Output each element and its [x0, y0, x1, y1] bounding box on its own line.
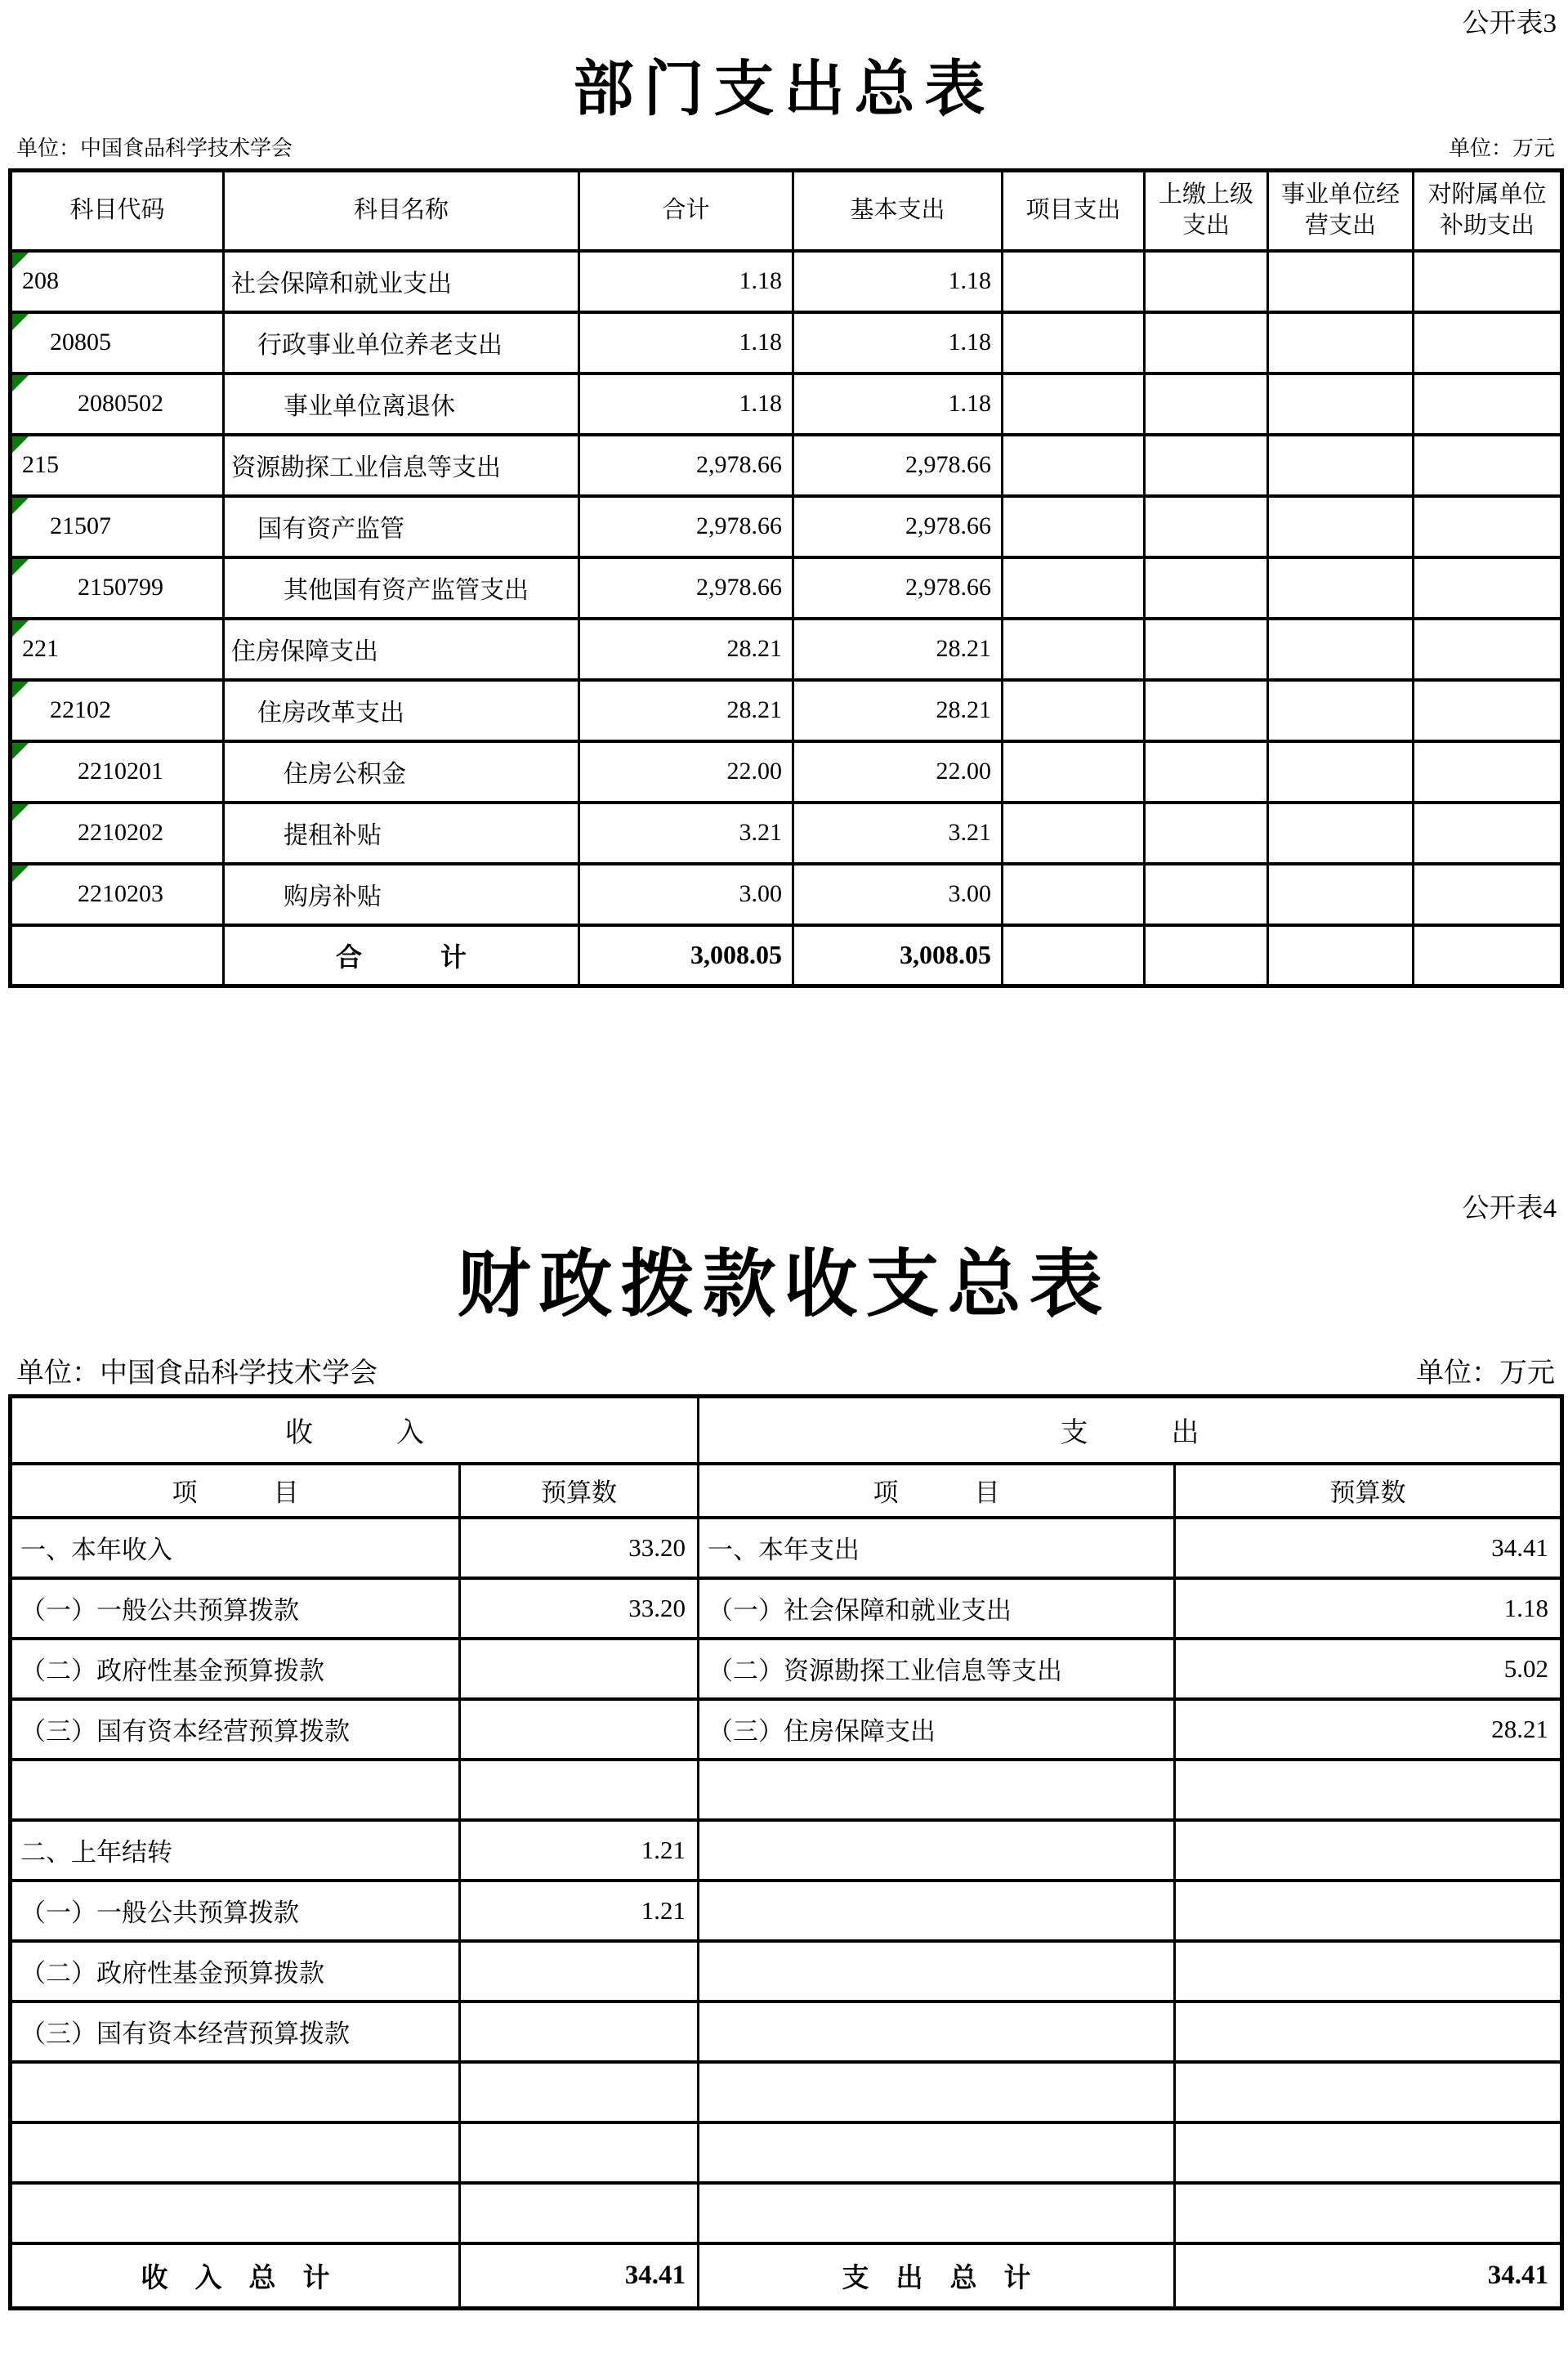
- table-row: [11, 251, 1562, 312]
- subject-code-cell: [11, 496, 224, 557]
- table-row: [11, 2122, 1562, 2183]
- expense-budget-cell: [1175, 2122, 1562, 2183]
- income-total-label: 收 入 总 计: [11, 2243, 460, 2309]
- upper-level-cell: [1145, 251, 1268, 312]
- table-row: [11, 1820, 1562, 1881]
- subject-code: 221: [22, 635, 59, 662]
- subject-code: 2210201: [78, 758, 163, 785]
- upper-level-cell: [1145, 925, 1268, 986]
- subject-code-cell: [11, 864, 224, 925]
- column-header-subject-code: 科目代码: [11, 171, 224, 251]
- subsidy-cell: [1414, 741, 1562, 803]
- subject-code-cell: [11, 435, 224, 496]
- income-item-cell: （三）国有资本经营预算拨款: [11, 2001, 460, 2062]
- subject-code: 21507: [50, 512, 111, 539]
- subject-code-cell: [11, 925, 224, 986]
- income-budget-cell: 1.21: [460, 1881, 699, 1941]
- income-item-cell: 二、上年结转: [11, 1820, 460, 1881]
- table-row: [11, 435, 1562, 496]
- subject-code-cell: [11, 680, 224, 741]
- table-row: [11, 1941, 1562, 2001]
- income-budget-cell: [460, 2122, 699, 2183]
- subject-code: 2080502: [78, 390, 163, 417]
- subsidy-cell: [1414, 803, 1562, 864]
- expense-total-value: 34.41: [1175, 2243, 1562, 2309]
- expense-budget-header: 预算数: [1175, 1464, 1562, 1518]
- subject-code-cell: [11, 619, 224, 680]
- project-expense-cell: [1003, 251, 1145, 312]
- income-budget-header: 预算数: [460, 1464, 699, 1518]
- subject-code: 20805: [50, 329, 111, 356]
- column-header-total: 合计: [579, 171, 793, 251]
- expense-item-cell: （二）资源勘探工业信息等支出: [699, 1639, 1175, 1699]
- subsidy-cell: [1414, 496, 1562, 557]
- upper-level-cell: [1145, 741, 1268, 803]
- table-row: [11, 2062, 1562, 2122]
- subject-name-cell: 购房补贴: [224, 864, 579, 925]
- project-expense-cell: [1003, 435, 1145, 496]
- expense-budget-cell: 1.18: [1175, 1578, 1562, 1639]
- subject-name-cell: 社会保障和就业支出: [224, 251, 579, 312]
- income-total-value: 34.41: [460, 2243, 699, 2309]
- expense-item-cell: [699, 2062, 1175, 2122]
- expense-budget-cell: [1175, 1820, 1562, 1881]
- expense-item-cell: [699, 1941, 1175, 2001]
- column-header-operation-expense: 事业单位经营支出: [1268, 171, 1414, 251]
- column-header-upper-level: 上缴上级支出: [1145, 171, 1268, 251]
- org-unit-label: 单位：中国食品科学技术学会: [16, 1358, 377, 1389]
- table-row: [11, 312, 1562, 373]
- expense-budget-cell: 34.41: [1175, 1518, 1562, 1578]
- expense-budget-cell: [1175, 2062, 1562, 2122]
- income-item-cell: （一）一般公共预算拨款: [11, 1881, 460, 1941]
- table-row: [11, 619, 1562, 680]
- basic-expense-cell: 22.00: [793, 741, 1003, 803]
- subsidy-cell: [1414, 251, 1562, 312]
- income-budget-cell: [460, 2001, 699, 2062]
- table-row: [11, 864, 1562, 925]
- org-unit-label: 单位：中国食品科学技术学会: [16, 136, 293, 160]
- table-row: [11, 680, 1562, 741]
- subject-code-cell: [11, 803, 224, 864]
- income-item-cell: （一）一般公共预算拨款: [11, 1578, 460, 1639]
- upper-level-cell: [1145, 373, 1268, 435]
- grand-total-label: 合 计: [224, 925, 579, 986]
- expense-item-header: 项 目: [699, 1464, 1175, 1518]
- income-budget-cell: 33.20: [460, 1578, 699, 1639]
- excel-flag-icon: [12, 743, 29, 759]
- income-item-cell: [11, 2122, 460, 2183]
- operation-expense-cell: [1268, 680, 1414, 741]
- basic-expense-cell: 3,008.05: [793, 925, 1003, 986]
- section-header-row: [11, 1397, 1562, 1464]
- income-item-cell: [11, 1760, 460, 1820]
- table-row: [11, 1578, 1562, 1639]
- subject-code: 215: [22, 451, 59, 478]
- expense-section-header: 支 出: [699, 1397, 1562, 1464]
- total-cell: 2,978.66: [579, 557, 793, 619]
- subject-code-cell: [11, 557, 224, 619]
- subject-code-cell: [11, 373, 224, 435]
- subject-code: 2210202: [78, 819, 163, 846]
- subject-code-cell: [11, 312, 224, 373]
- total-cell: 22.00: [579, 741, 793, 803]
- excel-flag-icon: [12, 436, 29, 453]
- expense-summary-title: 部门支出总表: [573, 56, 995, 123]
- table-header-row: [11, 171, 1562, 251]
- operation-expense-cell: [1268, 557, 1414, 619]
- total-cell: 3,008.05: [579, 925, 793, 986]
- table-row: [11, 1639, 1562, 1699]
- income-budget-cell: 33.20: [460, 1518, 699, 1578]
- expense-budget-cell: [1175, 1881, 1562, 1941]
- department-expense-table: [8, 168, 1564, 988]
- subject-name-cell: 其他国有资产监管支出: [224, 557, 579, 619]
- subject-name-cell: 住房保障支出: [224, 619, 579, 680]
- basic-expense-cell: 1.18: [793, 373, 1003, 435]
- table-row: [11, 496, 1562, 557]
- expense-budget-cell: [1175, 1941, 1562, 2001]
- subsidy-cell: [1414, 312, 1562, 373]
- income-item-cell: 一、本年收入: [11, 1518, 460, 1578]
- operation-expense-cell: [1268, 925, 1414, 986]
- basic-expense-cell: 2,978.66: [793, 557, 1003, 619]
- subject-code: 22102: [50, 696, 111, 723]
- subject-code-cell: [11, 251, 224, 312]
- income-budget-cell: [460, 2183, 699, 2243]
- basic-expense-cell: 3.21: [793, 803, 1003, 864]
- basic-expense-cell: 2,978.66: [793, 435, 1003, 496]
- expense-budget-cell: [1175, 1760, 1562, 1820]
- sheet-tag-3: 公开表3: [1462, 9, 1557, 38]
- project-expense-cell: [1003, 925, 1145, 986]
- grand-total-row: [11, 925, 1562, 986]
- excel-flag-icon: [12, 375, 29, 391]
- expense-item-cell: [699, 1881, 1175, 1941]
- subject-name-cell: 国有资产监管: [224, 496, 579, 557]
- excel-flag-icon: [12, 559, 29, 575]
- subject-code-cell: [11, 741, 224, 803]
- upper-level-cell: [1145, 803, 1268, 864]
- table-row: [11, 557, 1562, 619]
- sheet-tag-4: 公开表4: [1462, 1194, 1557, 1223]
- excel-flag-icon: [12, 804, 29, 821]
- upper-level-cell: [1145, 496, 1268, 557]
- project-expense-cell: [1003, 680, 1145, 741]
- operation-expense-cell: [1268, 373, 1414, 435]
- operation-expense-cell: [1268, 251, 1414, 312]
- basic-expense-cell: 2,978.66: [793, 496, 1003, 557]
- table-row: [11, 2183, 1562, 2243]
- income-item-cell: （二）政府性基金预算拨款: [11, 1639, 460, 1699]
- subsidy-cell: [1414, 619, 1562, 680]
- expense-item-cell: [699, 2122, 1175, 2183]
- income-item-cell: [11, 2183, 460, 2243]
- income-budget-cell: [460, 1760, 699, 1820]
- subject-name-cell: 住房公积金: [224, 741, 579, 803]
- table-row: [11, 803, 1562, 864]
- total-cell: 2,978.66: [579, 496, 793, 557]
- project-expense-cell: [1003, 803, 1145, 864]
- subsidy-cell: [1414, 864, 1562, 925]
- excel-flag-icon: [12, 682, 29, 698]
- column-header-subsidy: 对附属单位补助支出: [1414, 171, 1562, 251]
- project-expense-cell: [1003, 496, 1145, 557]
- upper-level-cell: [1145, 680, 1268, 741]
- subsidy-cell: [1414, 925, 1562, 986]
- total-cell: 1.18: [579, 373, 793, 435]
- income-item-cell: [11, 2062, 460, 2122]
- table-row: [11, 1881, 1562, 1941]
- subject-code: 208: [22, 267, 59, 294]
- income-budget-cell: [460, 1941, 699, 2001]
- currency-unit-label: 单位：万元: [1448, 136, 1555, 160]
- basic-expense-cell: 28.21: [793, 619, 1003, 680]
- basic-expense-cell: 1.18: [793, 251, 1003, 312]
- project-expense-cell: [1003, 373, 1145, 435]
- basic-expense-cell: 1.18: [793, 312, 1003, 373]
- expense-item-cell: [699, 2183, 1175, 2243]
- excel-flag-icon: [12, 865, 29, 882]
- subsidy-cell: [1414, 435, 1562, 496]
- expense-budget-cell: 28.21: [1175, 1699, 1562, 1760]
- table-row: [11, 1699, 1562, 1760]
- total-cell: 1.18: [579, 251, 793, 312]
- upper-level-cell: [1145, 435, 1268, 496]
- expense-item-cell: [699, 1760, 1175, 1820]
- operation-expense-cell: [1268, 864, 1414, 925]
- expense-total-label: 支 出 总 计: [699, 2243, 1175, 2309]
- column-header-basic-expense: 基本支出: [793, 171, 1003, 251]
- excel-flag-icon: [12, 498, 29, 514]
- income-item-header: 项 目: [11, 1464, 460, 1518]
- total-cell: 2,978.66: [579, 435, 793, 496]
- subject-name-cell: 提租补贴: [224, 803, 579, 864]
- subject-name-cell: 住房改革支出: [224, 680, 579, 741]
- subsidy-cell: [1414, 680, 1562, 741]
- income-item-cell: （二）政府性基金预算拨款: [11, 1941, 460, 2001]
- table-row: [11, 373, 1562, 435]
- income-budget-cell: [460, 1639, 699, 1699]
- excel-flag-icon: [12, 620, 29, 637]
- unit-line-2: [16, 1350, 1555, 1390]
- subject-code: 2150799: [78, 574, 163, 601]
- total-cell: 3.00: [579, 864, 793, 925]
- expense-item-cell: [699, 1820, 1175, 1881]
- expense-item-cell: （一）社会保障和就业支出: [699, 1578, 1175, 1639]
- excel-flag-icon: [12, 253, 29, 269]
- income-budget-cell: 1.21: [460, 1820, 699, 1881]
- upper-level-cell: [1145, 619, 1268, 680]
- project-expense-cell: [1003, 619, 1145, 680]
- project-expense-cell: [1003, 741, 1145, 803]
- basic-expense-cell: 28.21: [793, 680, 1003, 741]
- currency-unit-label: 单位：万元: [1416, 1358, 1555, 1389]
- total-cell: 28.21: [579, 619, 793, 680]
- operation-expense-cell: [1268, 619, 1414, 680]
- column-header-project-expense: 项目支出: [1003, 171, 1145, 251]
- subject-name-cell: 行政事业单位养老支出: [224, 312, 579, 373]
- income-item-cell: （三）国有资本经营预算拨款: [11, 1699, 460, 1760]
- total-cell: 28.21: [579, 680, 793, 741]
- upper-level-cell: [1145, 864, 1268, 925]
- excel-flag-icon: [12, 314, 29, 330]
- subject-name-cell: 资源勘探工业信息等支出: [224, 435, 579, 496]
- operation-expense-cell: [1268, 435, 1414, 496]
- column-header-row: [11, 1464, 1562, 1518]
- expense-item-cell: [699, 2001, 1175, 2062]
- expense-budget-cell: [1175, 2183, 1562, 2243]
- subsidy-cell: [1414, 557, 1562, 619]
- total-cell: 1.18: [579, 312, 793, 373]
- table-row: [11, 2001, 1562, 2062]
- table-row: [11, 1518, 1562, 1578]
- operation-expense-cell: [1268, 741, 1414, 803]
- expense-budget-cell: 5.02: [1175, 1639, 1562, 1699]
- project-expense-cell: [1003, 557, 1145, 619]
- subject-name-cell: 事业单位离退休: [224, 373, 579, 435]
- income-section-header: 收 入: [11, 1397, 699, 1464]
- subsidy-cell: [1414, 373, 1562, 435]
- subject-code: 2210203: [78, 880, 163, 907]
- totals-row: [11, 2243, 1562, 2309]
- expense-item-cell: 一、本年支出: [699, 1518, 1175, 1578]
- fiscal-summary-title: 财政拨款收支总表: [457, 1245, 1111, 1326]
- upper-level-cell: [1145, 312, 1268, 373]
- income-budget-cell: [460, 1699, 699, 1760]
- operation-expense-cell: [1268, 496, 1414, 557]
- unit-line-1: [16, 132, 1555, 162]
- operation-expense-cell: [1268, 803, 1414, 864]
- project-expense-cell: [1003, 864, 1145, 925]
- project-expense-cell: [1003, 312, 1145, 373]
- expense-budget-cell: [1175, 2001, 1562, 2062]
- table-row: [11, 1760, 1562, 1820]
- income-budget-cell: [460, 2062, 699, 2122]
- operation-expense-cell: [1268, 312, 1414, 373]
- table-row: [11, 741, 1562, 803]
- column-header-subject-name: 科目名称: [224, 171, 579, 251]
- fiscal-allocation-table: [8, 1394, 1564, 2310]
- expense-item-cell: （三）住房保障支出: [699, 1699, 1175, 1760]
- upper-level-cell: [1145, 557, 1268, 619]
- basic-expense-cell: 3.00: [793, 864, 1003, 925]
- total-cell: 3.21: [579, 803, 793, 864]
